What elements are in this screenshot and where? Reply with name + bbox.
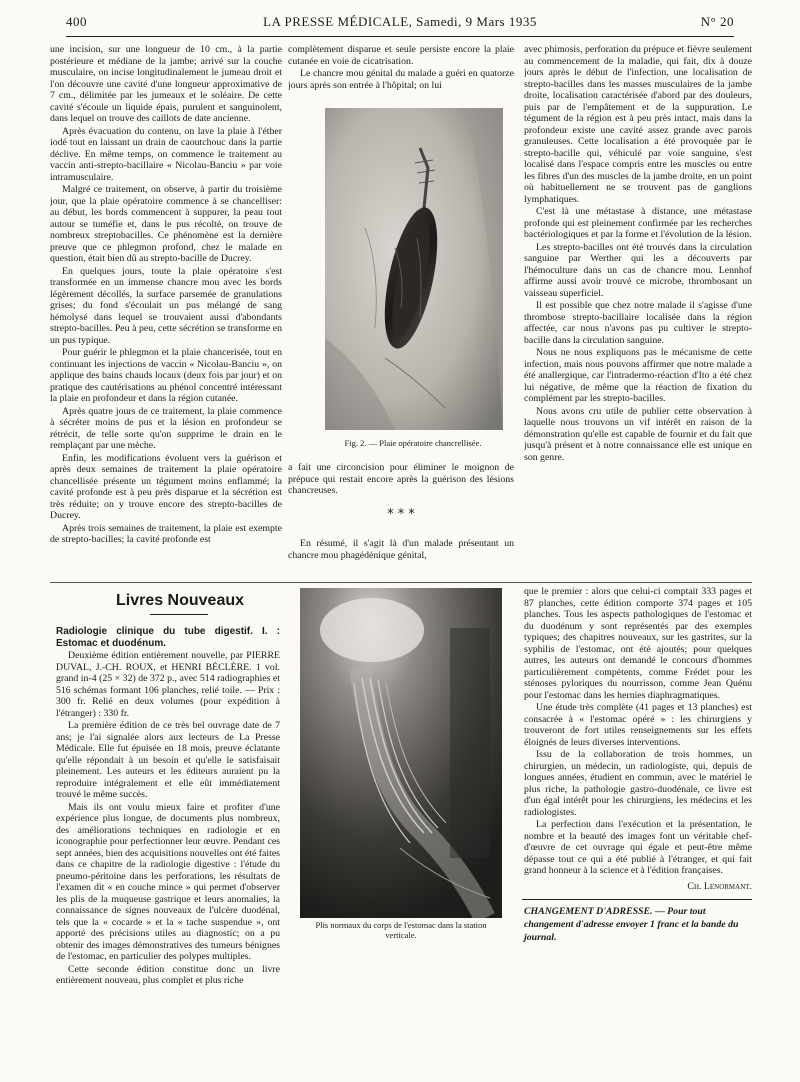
paragraph: La perfection dans l'exécution et la présentation, le nombre et la beauté des images font un véritable chef-d'œuvre de cet ouvrage qui égale et peut-être même dépasse tout ce qui a été publié à l'étranger, et qui fait grand honneur à la science et à l'édition françaises. — [524, 819, 752, 876]
paragraph: Nous ne nous expliquons pas le mécanisme de cette infection, mais nous pouvons affirmer que notre malade a été anallergique, car l'intradermo-réaction d'Ito a été chez lui négative, de même que la réaction de fixation du complément par les strepto-bacilles. — [524, 347, 752, 404]
paragraph: Malgré ce traitement, on observe, à partir du troisième jour, que la plaie opératoire commence à se chancelliser: au début, les bords commencent à suppurer, la peau tout autour se tuméfie et, dans le pus récolté, on trouve de nombreux streptobacilles. Ce phénomène est la dernière preuve que ce phlegmon profond, chez le malade en question, était bien dû au strepto-bacille de Ducrey. — [50, 184, 282, 264]
figure-2-caption: Fig. 2. — Plaie opératoire chancrellisée. — [344, 438, 482, 448]
paragraph: La première édition de ce très bel ouvrage date de 7 ans; je l'ai signalée alors aux lecteurs de La Presse Médicale. Elle fut épuisée en 18 mois, preuve éclatante qu'elle répondait à un besoin et qu'elle le satisfaisait pleinement. Les auteurs et les éditeurs auraient pu la reproduire intégralement et elle eût immédiatement trouvé le même succès. — [56, 720, 280, 800]
paragraph: complètement disparue et seule persiste encore la plaie cutanée en voie de cicatrisation. — [288, 44, 514, 67]
notice-text: — Pour tout changement d'adresse envoyer 1 franc et la bande du journal. — [524, 906, 739, 943]
stomach-radiograph-image — [300, 588, 502, 918]
paragraph: Après trois semaines de traitement, la plaie est exempte de strepto-bacilles; la cavité profonde est — [50, 522, 282, 545]
paragraph: Le chancre mou génital du malade a guéri en quatorze jours après son entrée à l'hôpital; on lui — [288, 68, 514, 91]
paragraph: C'est là une métastase à distance, une métastase profonde qui est pleinement confirmée par les recherches bactériologiques et par la forme et l'évolution de la lésion. — [524, 206, 752, 240]
reviewer-signature: Ch. Lenormant. — [687, 880, 752, 892]
header-rule — [66, 36, 734, 37]
book-review-column-1 — [56, 626, 280, 1058]
paragraph: avec phimosis, perforation du prépuce et fièvre seulement au commencement de la maladie, qui fait, dix à douze jours après le début de l'infection, une localisation de strepto-bacilles dans les masses musculaires de la jambe droite, localisation caractérisée d'abord par des douleurs, puis par de l'empâtement et de la suppuration. Le tégument de la région est à peu près intact, mais dans la profondeur existe une cavité assez grande avec parois granuleuses. Cette localisation a été provoquée par le strepto-bacille qui, véhiculé par voie sanguine, s'est localisé dans l'espace compris entre les muscles ou entre les fibres d'un des muscles de la jambe droite, en un point où habituellement ne se trouvent pas de ganglions lymphatiques. — [524, 44, 752, 205]
livres-nouveaux-heading: Livres Nouveaux — [115, 592, 245, 609]
paragraph: Nous avons cru utile de publier cette observation à laquelle nous trouvons un vif intérêt en raison de la démonstration qu'elle est capable de fournir et du fait que jusqu'à présent et à notre connaissance elle est unique en son genre. — [524, 405, 752, 463]
book-review-column-3-cont — [524, 702, 752, 893]
paragraph: Cette seconde édition constitue donc un livre entièrement nouveau, plus complet et plus riche — [56, 963, 280, 986]
page-number: 400 — [66, 14, 87, 29]
paragraph: Après quatre jours de ce traitement, la plaie commence à sécréter moins de pus et la lésion en profondeur se rétrécit, de telle sorte qu'on supprime le drain en le remplaçant par une mèche. — [50, 405, 282, 451]
paragraph: Enfin, les modifications évoluent vers la guérison et après deux semaines de traitement la plaie opératoire chancellisée présente un tégument moins enflammé; la cavité profonde est à peu près disparue et la sécrétion est très réduite; on y trouve encore des strepto-bacilles de Ducrey. — [50, 452, 282, 521]
paragraph: En résumé, il s'agit là d'un malade présentant un chancre mou phagédénique génital, — [288, 538, 514, 561]
column-2-resume — [288, 538, 514, 580]
column-3-article — [524, 44, 752, 580]
column-2-article-top — [288, 44, 514, 98]
paragraph: Les strepto-bacilles ont été trouvés dans la circulation sanguine par Werther qui les a découverts par l'hémoculture dans un cas de chancre mou. Lennhof affirme aussi avoir trouvé ce microbe, thrombosant un vaisseau superficiel. — [524, 241, 752, 299]
column-2-after-figure — [288, 462, 514, 510]
page-header — [66, 14, 734, 34]
notice-label: CHANGEMENT D'ADRESSE. — [524, 906, 653, 917]
book-review-column-3 — [524, 586, 752, 702]
section-separator-stars: * * * — [387, 507, 415, 522]
paragraph: Mais ils ont voulu mieux faire et profiter d'une expérience plus longue, de documents plus nombreux, des améliorations techniques en radiologie et en iconographie pour perfectionner leur œuvre. Pendant ces sept années, bien des acquisitions nouvelles ont été faites dans ce chapitre de la radiologie digestive : l'étude du pneumo-péritoine dans les perforations, les résultats de l'examen dit « en couche mince » qui permet d'observer les plis de la muqueuse gastrique et leurs anomalies, la connaissance de signes nouveaux de l'ulcère duodénal, tels que la « cocarde » et la « tache suspendue », ont apporté des précisions utiles au diagnostic; on a pu obtenir des images démonstratives des tumeurs bénignes de l'estomac, en particulier des polypes multiples. — [56, 801, 280, 962]
book-details: Deuxième édition entièrement nouvelle, par PIERRE DUVAL, J.-CH. ROUX, et HENRI BÉCLÈRE. 1 vol. grand in-4 (25 × 32) de 372 p., avec 514 radiographies et 516 schémas formant 106 planches, relié toile. — Prix : 300 fr. Relié en deux volumes (pour expédition à l'étranger) : 330 fr. — [56, 650, 280, 719]
paragraph: Issu de la collaboration de trois hommes, un chirurgien, un médecin, un radiologiste, qui, depuis de longues années, étudient en commun, avec le matériel le plus riche, la pathologie gastro-duodénale, ce livre est d'un égal intérêt pour les chirurgiens, les médecins et les radiologistes. — [524, 749, 752, 818]
paragraph: Pour guérir le phlegmon et la plaie chancerisée, tout en continuant les injections de vaccin « Nicolau-Banciu », on applique des bains chauds locaux (deux fois par jour) et on pratique des cautérisations au phénol concentré intéressant la plaie en profondeur et dans la région cutanée. — [50, 347, 282, 404]
wound-photo-image — [325, 108, 503, 430]
paragraph: Une étude très complète (41 pages et 13 planches) est consacrée à « l'estomac opéré » : les chirurgiens y trouveront de fort utiles renseignements sur les effets éloignés de leurs diverses interventions. — [524, 702, 752, 748]
spacer-4 — [522, 680, 752, 681]
spacer-rule — [522, 676, 752, 677]
section-divider — [50, 582, 752, 583]
address-change-notice — [524, 905, 752, 944]
journal-title: LA PRESSE MÉDICALE, Samedi, 9 Mars 1935 — [263, 14, 537, 29]
paragraph: a fait une circoncision pour éliminer le moignon de prépuce qui restait encore après la guérison des lésions chancreuses. — [288, 462, 514, 496]
paragraph: Il est possible que chez notre malade il s'agisse d'une thrombose strepto-bacillaire localisée dans la région affectée, car nous n'avons pas pu cultiver le strepto-bacille dans la circulation sanguine. — [524, 300, 752, 346]
book-title: Radiologie clinique du tube digestif. I. : Estomac et duodénum. — [56, 626, 280, 649]
paragraph: une incision, sur une longueur de 10 cm., à la partie postérieure et médiane de la jambe; arrivé sur la couche musculaire, on incise longitudinalement le jumeau droit et l'on découvre une cavité d'une longueur approximative de 7 cm., délimitée par les jumeaux et le soléaire. De cette cavité s'écoule un liquide épais, purulent et sanguinolent, dans lequel on trouve des caillots de date ancienne. — [50, 44, 282, 124]
paragraph: En quelques jours, toute la plaie opératoire s'est transformée en un immense chancre mou avec les bords légèrement décollés, la surface parsemée de granulations grises; du fond s'écoulait un pus mélangé de sang hémolysé dans lequel se trouvaient aussi d'abondants strepto-bacilles. Peu à peu, cette sécrétion se transforme en un pus typique. — [50, 265, 282, 346]
notice-top-rule — [522, 899, 752, 900]
radiograph-caption: Plis normaux du corps de l'estomac dans la station verticale. — [315, 920, 487, 940]
issue-number: N° 20 — [700, 14, 734, 29]
radiograph-photograph — [300, 588, 502, 918]
figure-2-photograph — [325, 108, 503, 430]
column-1-article — [50, 44, 282, 580]
paragraph: que le premier : alors que celui-ci comptait 333 pages et 87 planches, cette édition comporte 374 pages et 105 planches. Tous les aspects pathologiques de l'estomac et du duodénum y sont représentés par des exemples typiques; des chapitres nouveaux, sur les gastrites, sur la syphilis de l'estomac, ont été ajoutés; pour quelques autres, les auteurs ont demandé le concours d'hommes particulièrement compétents, comme Frédet pour les sténoses pyloriques du nourrisson, comme Jean Quénu pour l'estomac dans les hernies diaphragmatiques. — [524, 586, 752, 701]
heading-underline — [150, 614, 208, 615]
paragraph: Après évacuation du contenu, on lave la plaie à l'éther iodé tout en laissant un drain de caoutchouc dans la partie déclive. En même temps, on commence le traitement au vaccin anti-strepto-bacillaire « Nicolau-Banciu » par voie intramusculaire. — [50, 125, 282, 183]
